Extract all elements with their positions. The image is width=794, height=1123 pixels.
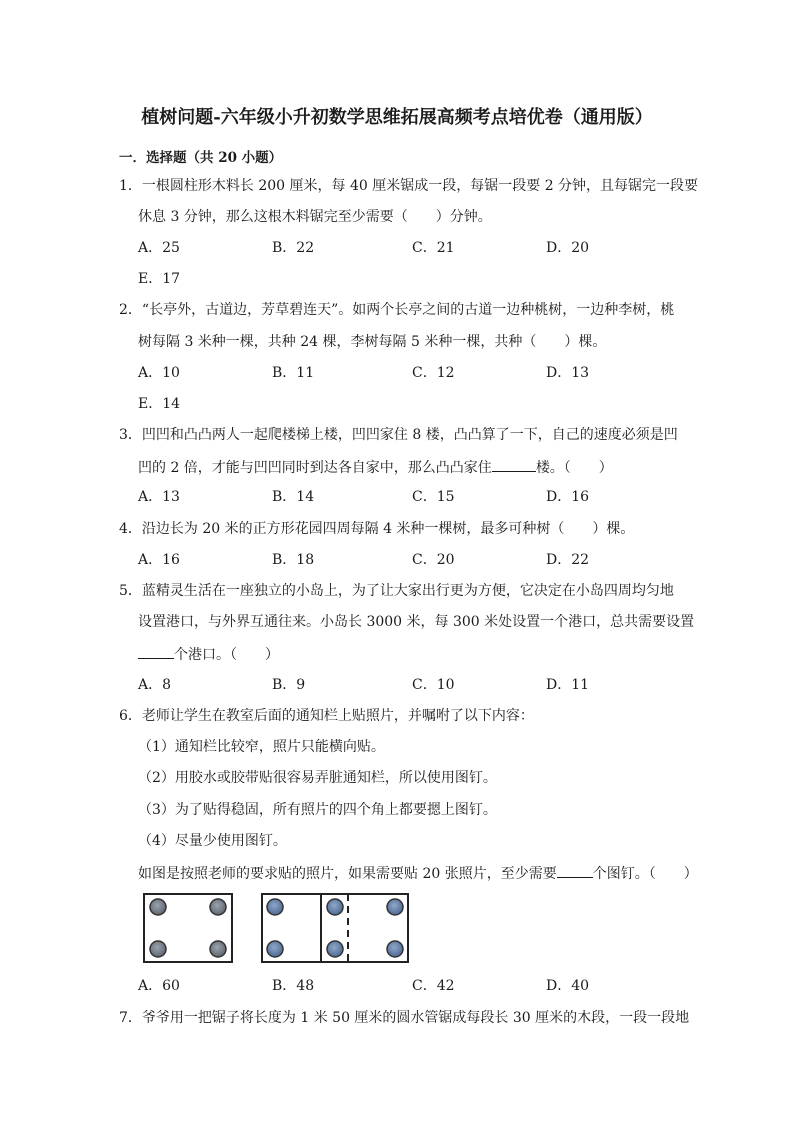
answer-blank <box>138 644 174 659</box>
question-2-line-2: 树每隔 3 米种一棵，共种 24 棵，李树每隔 5 米种一棵，共种（ ）棵。 <box>138 334 607 350</box>
question-6-rule-2: （2）用胶水或胶带贴很容易弄脏通知栏，所以使用图钉。 <box>138 770 497 786</box>
photo-pins-figure <box>142 892 417 966</box>
question-4-option-c: C．20 <box>412 552 455 568</box>
thumbtack-icon <box>327 941 343 957</box>
thumbtack-icon <box>150 899 166 915</box>
question-1-option-e: E．17 <box>138 271 181 287</box>
question-6-rule-1: （1）通知栏比较窄，照片只能横向贴。 <box>138 739 385 755</box>
question-5-option-c: C．10 <box>412 677 455 693</box>
question-5-line-3 <box>138 644 279 664</box>
question-2-line-1: 2．“长亭外，古道边，芳草碧连天”。如两个长亭之间的古道一边种桃树，一边种李树，桃 <box>119 302 675 318</box>
question-6-rule-4: （4）尽量少使用图钉。 <box>138 833 287 849</box>
question-1-option-b: B．22 <box>272 240 315 256</box>
question-3-option-a: A．13 <box>138 489 180 505</box>
question-6-option-c: C．42 <box>412 978 455 994</box>
question-1-line-2: 休息 3 分钟，那么这根木料锯完至少需要（ ）分钟。 <box>138 209 492 225</box>
question-5-option-b: B．9 <box>272 677 306 693</box>
question-4-option-b: B．18 <box>272 552 315 568</box>
question-5-line-2: 设置港口，与外界互通往来。小岛长 3000 米，每 300 米处设置一个港口，总共需要设置 <box>138 614 695 630</box>
question-6-option-a: A．60 <box>138 978 180 994</box>
question-3-line-2 <box>138 457 613 477</box>
thumbtack-icon <box>387 899 403 915</box>
question-2-option-d: D．13 <box>546 365 590 381</box>
question-7-line-1: 7．爷爷用一把锯子将长度为 1 米 50 厘米的圆水管锯成每段长 30 厘米的木段，一段一段地 <box>119 1010 690 1026</box>
question-3-text-b: 楼。（ ） <box>535 460 613 476</box>
section-heading: 一．选择题（共 20 小题） <box>119 150 283 166</box>
page-title: 植树问题-六年级小升初数学思维拓展高频考点培优卷（通用版） <box>141 107 653 128</box>
thumbtack-icon <box>210 899 226 915</box>
thumbtack-icon <box>387 941 403 957</box>
thumbtack-icon <box>267 941 283 957</box>
thumbtack-icon <box>267 899 283 915</box>
question-2-option-b: B．11 <box>272 365 315 381</box>
question-5-option-d: D．11 <box>546 677 590 693</box>
question-6-line-2 <box>138 863 698 883</box>
thumbtack-icon <box>210 941 226 957</box>
question-4-option-d: D．22 <box>546 552 590 568</box>
question-6-rule-3: （3）为了贴得稳固，所有照片的四个角上都要摁上图钉。 <box>138 802 497 818</box>
question-1-option-d: D．20 <box>546 240 590 256</box>
question-3-line-1: 3．凹凹和凸凸两人一起爬楼梯上楼，凹凹家住 8 楼，凸凸算了一下，自己的速度必须是凹 <box>119 427 678 443</box>
question-3-text-a: 凹的 2 倍，才能与凹凹同时到达各自家中，那么凸凸家住 <box>138 460 492 476</box>
question-5-text: 个港口。（ ） <box>174 647 279 663</box>
question-1-option-c: C．21 <box>412 240 455 256</box>
question-6-option-b: B．48 <box>272 978 315 994</box>
question-5-option-a: A．8 <box>138 677 172 693</box>
question-6-text-a: 如图是按照老师的要求贴的照片，如果需要贴 20 张照片，至少需要 <box>138 866 557 882</box>
question-2-option-e: E．14 <box>138 396 181 412</box>
question-1-line-1: 1．一根圆柱形木料长 200 厘米，每 40 厘米锯成一段，每锯一段要 2 分钟，且每锯完一段要 <box>119 178 699 194</box>
answer-blank <box>557 863 593 878</box>
question-4-line-1: 4．沿边长为 20 米的正方形花园四周每隔 4 米种一棵树，最多可种树（ ）棵。 <box>119 521 635 537</box>
question-3-option-b: B．14 <box>272 489 315 505</box>
question-4-option-a: A．16 <box>138 552 180 568</box>
question-6-option-d: D．40 <box>546 978 590 994</box>
question-3-option-d: D．16 <box>546 489 590 505</box>
question-5-line-1: 5．蓝精灵生活在一座独立的小岛上，为了让大家出行更为方便，它决定在小岛四周均匀地 <box>119 583 674 599</box>
question-6-line-1: 6．老师让学生在教室后面的通知栏上贴照片，并嘱咐了以下内容： <box>119 708 534 724</box>
question-2-option-c: C．12 <box>412 365 455 381</box>
question-6-text-b: 个图钉。（ ） <box>592 866 698 882</box>
question-3-option-c: C．15 <box>412 489 455 505</box>
answer-blank <box>492 457 536 472</box>
question-2-option-a: A．10 <box>138 365 180 381</box>
thumbtack-icon <box>150 941 166 957</box>
question-1-option-a: A．25 <box>138 240 180 256</box>
thumbtack-icon <box>327 899 343 915</box>
